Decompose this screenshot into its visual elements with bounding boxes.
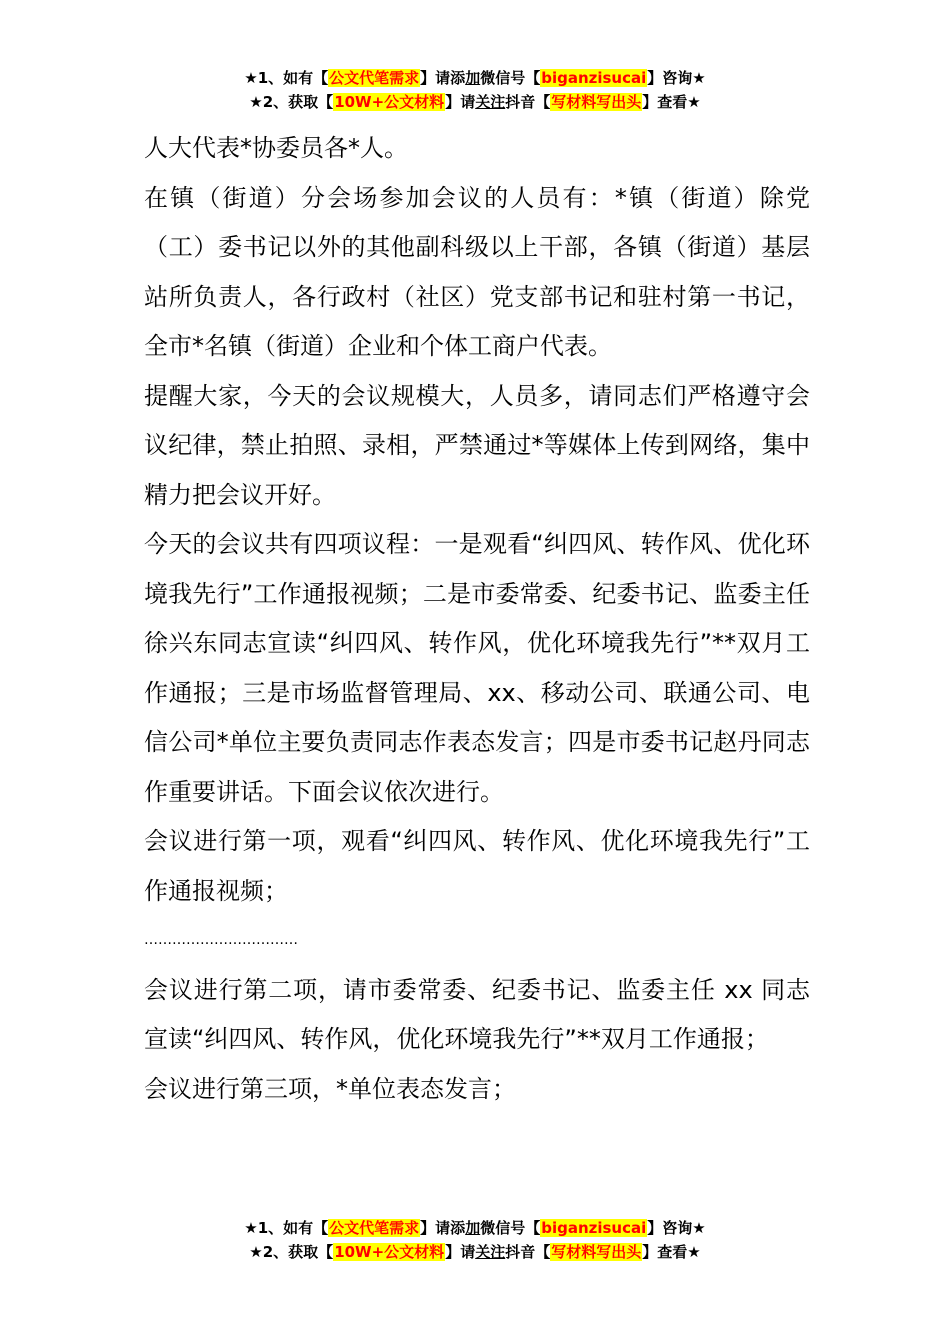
banner-highlight: 10W+公文材料 [334,93,445,111]
banner-text: 微信号【 [480,69,541,87]
banner-text: 】请 [445,1243,476,1261]
banner-underline-text: 加 [465,69,481,87]
banner-text: 】请 [445,93,476,111]
banner-text: 微信号【 [480,1219,541,1237]
paragraph-branch-venue: 在镇（街道）分会场参加会议的人员有：*镇（街道）除党（工）委书记以外的其他副科级以上干部，各镇（街道）基层站所负责人，各行政村（社区）党支部书记和驻村第一书记，全市*名镇（街道）企业和个体工商户代表。 [144,183,810,360]
banner-wechat-id: biganzisucai [541,69,647,87]
header-banner-line-1 [0,66,950,90]
header-banner [0,66,950,114]
banner-text: 抖音【 [505,1243,551,1261]
banner-underline-text: 关注 [475,93,506,111]
banner-douyin-id: 写材料写出头 [551,93,642,111]
document-body [144,124,810,1114]
banner-underline-text: 关注 [475,1243,506,1261]
banner-text: 】请添 [420,1219,466,1237]
banner-text: ★2、获取【 [249,1243,334,1261]
paragraph-attendees-reps: 人大代表*协委员各*人。 [144,134,408,162]
banner-text: 】查看★ [642,93,701,111]
footer-banner-line-1 [0,1216,950,1240]
banner-text: 】咨询★ [647,69,706,87]
ellipsis-separator: …………………………… [144,932,298,948]
banner-wechat-id: biganzisucai [541,1219,647,1237]
banner-text: 】请添 [420,69,466,87]
banner-text: 】查看★ [642,1243,701,1261]
footer-banner-line-2 [0,1240,950,1264]
paragraph-item-three: 会议进行第三项，*单位表态发言； [144,1074,516,1103]
footer-banner [0,1216,950,1264]
banner-text: ★2、获取【 [249,93,334,111]
paragraph-item-one: 会议进行第一项，观看“纠四风、转作风、优化环境我先行”工作通报视频； [144,827,810,905]
header-banner-line-2 [0,90,950,114]
paragraph-item-two: 会议进行第二项，请市委常委、纪委书记、监委主任 xx 同志宣读“纠四风、转作风，优化环境我先行”**双月工作通报； [144,975,810,1053]
banner-highlight: 公文代笔需求 [329,69,420,87]
banner-underline-text: 加 [465,1219,481,1237]
banner-text: 】咨询★ [647,1219,706,1237]
banner-highlight: 公文代笔需求 [329,1219,420,1237]
banner-douyin-id: 写材料写出头 [551,1243,642,1261]
banner-text: ★1、如有【 [244,69,329,87]
banner-text: 抖音【 [505,93,551,111]
paragraph-agenda: 今天的会议共有四项议程：一是观看“纠四风、转作风、优化环境我先行”工作通报视频；二是市委常委、纪委书记、监委主任徐兴东同志宣读“纠四风、转作风，优化环境我先行”**双月工作通报；三是市场监督管理局、xx、移动公司、联通公司、电信公司*单位主要负责同志作表态发言；四是市委书记赵丹同志作重要讲话。下面会议依次进行。 [144,530,810,806]
banner-text: ★1、如有【 [244,1219,329,1237]
paragraph-discipline-reminder: 提醒大家，今天的会议规模大，人员多，请同志们严格遵守会议纪律，禁止拍照、录相，严禁通过*等媒体上传到网络，集中精力把会议开好。 [144,381,810,509]
banner-highlight: 10W+公文材料 [334,1243,445,1261]
